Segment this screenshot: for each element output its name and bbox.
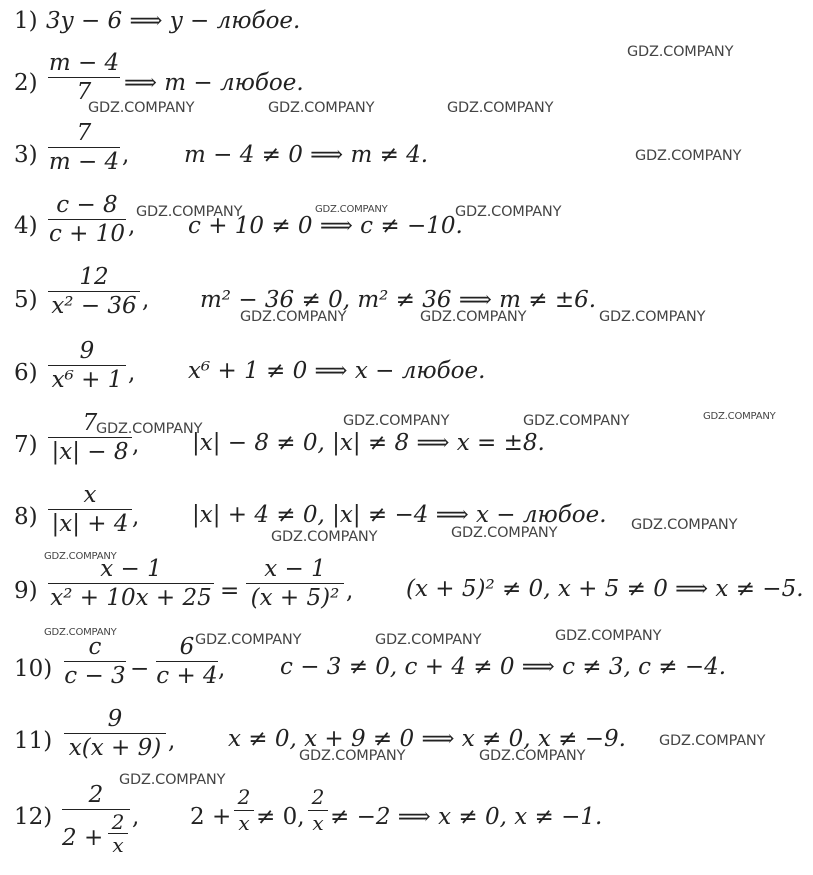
watermark: GDZ.COMPANY — [315, 204, 388, 215]
nested-fraction — [108, 811, 128, 856]
numerator: m − 4 — [48, 50, 120, 76]
watermark: GDZ.COMPANY — [479, 748, 586, 764]
fraction — [308, 786, 328, 835]
numerator: x − 1 — [100, 556, 162, 582]
nested-denominator: x — [112, 833, 124, 858]
fraction — [246, 556, 344, 612]
watermark: GDZ.COMPANY — [455, 204, 562, 220]
condition-term: ≠ −2 ⟹ x ≠ 0, x ≠ −1. — [330, 804, 603, 830]
problem-number: 3) — [14, 142, 38, 168]
watermark: GDZ.COMPANY — [343, 413, 450, 429]
numerator: 12 — [79, 264, 109, 290]
fraction — [234, 786, 254, 835]
numerator: x — [83, 482, 97, 508]
problem-number: 8) — [14, 504, 38, 530]
comma: , — [132, 504, 140, 530]
condition: x ≠ 0, x + 9 ≠ 0 ⟹ x ≠ 0, x ≠ −9. — [228, 726, 626, 752]
denominator: x(x + 9) — [68, 735, 162, 762]
denominator-term: 2 + — [62, 825, 104, 852]
minus-sign: − — [130, 656, 150, 682]
numerator: c — [88, 634, 102, 660]
numerator: 9 — [107, 706, 123, 732]
comma: , — [218, 656, 226, 682]
problem-number: 4) — [14, 213, 38, 239]
fraction — [64, 706, 166, 762]
numerator: x − 1 — [264, 556, 326, 582]
condition: |x| − 8 ≠ 0, |x| ≠ 8 ⟹ x = ±8. — [192, 430, 545, 456]
comma: , — [132, 432, 140, 458]
numerator: 7 — [82, 410, 98, 436]
fraction — [48, 264, 140, 320]
numerator: 2 — [88, 782, 104, 808]
fraction — [48, 120, 120, 176]
expression: 3y − 6 ⟹ y − любое. — [46, 8, 301, 34]
watermark: GDZ.COMPANY — [240, 309, 347, 325]
condition: m − 4 ≠ 0 ⟹ m ≠ 4. — [184, 142, 429, 168]
denominator: |x| + 4 — [51, 511, 129, 538]
denominator: m − 4 — [48, 149, 120, 176]
fraction — [48, 192, 126, 248]
watermark: GDZ.COMPANY — [44, 627, 117, 638]
watermark: GDZ.COMPANY — [523, 413, 630, 429]
problem-number: 5) — [14, 287, 38, 313]
condition: ⟹ m − любое. — [124, 70, 304, 96]
fraction — [64, 634, 126, 690]
watermark: GDZ.COMPANY — [635, 148, 742, 164]
fraction — [48, 482, 132, 538]
watermark: GDZ.COMPANY — [96, 421, 203, 437]
watermark: GDZ.COMPANY — [136, 204, 243, 220]
watermark: GDZ.COMPANY — [420, 309, 527, 325]
denominator: x — [238, 811, 250, 835]
problem-number: 2) — [14, 70, 38, 96]
condition: x⁶ + 1 ≠ 0 ⟹ x − любое. — [188, 358, 486, 384]
denominator: |x| − 8 — [51, 439, 129, 466]
nested-numerator: 2 — [111, 810, 125, 835]
condition: c − 3 ≠ 0, c + 4 ≠ 0 ⟹ c ≠ 3, c ≠ −4. — [280, 654, 727, 680]
watermark: GDZ.COMPANY — [195, 632, 302, 648]
numerator: 2 — [237, 785, 251, 809]
condition-term: 2 + — [190, 804, 232, 830]
condition: c + 10 ≠ 0 ⟹ c ≠ −10. — [188, 213, 463, 239]
comma: , — [128, 360, 136, 386]
watermark: GDZ.COMPANY — [119, 772, 226, 788]
watermark: GDZ.COMPANY — [88, 100, 195, 116]
watermark: GDZ.COMPANY — [555, 628, 662, 644]
watermark: GDZ.COMPANY — [451, 525, 558, 541]
denominator: x⁶ + 1 — [51, 367, 123, 394]
watermark: GDZ.COMPANY — [375, 632, 482, 648]
comma: , — [142, 287, 150, 313]
comma: , — [168, 728, 176, 754]
watermark: GDZ.COMPANY — [627, 44, 734, 60]
denominator: c + 4 — [156, 663, 218, 690]
denominator: 7 — [76, 79, 92, 106]
comma: , — [128, 213, 136, 239]
watermark: GDZ.COMPANY — [268, 100, 375, 116]
numerator: c − 8 — [56, 192, 118, 218]
denominator: x — [312, 811, 324, 835]
condition-term: ≠ 0, — [256, 804, 305, 830]
problem-number: 6) — [14, 360, 38, 386]
comma: , — [346, 578, 354, 604]
watermark: GDZ.COMPANY — [703, 411, 776, 422]
problem-number: 7) — [14, 432, 38, 458]
condition: (x + 5)² ≠ 0, x + 5 ≠ 0 ⟹ x ≠ −5. — [406, 576, 804, 602]
watermark: GDZ.COMPANY — [599, 309, 706, 325]
watermark: GDZ.COMPANY — [631, 517, 738, 533]
watermark: GDZ.COMPANY — [271, 529, 378, 545]
problem-number: 10) — [14, 656, 53, 682]
denominator: c + 10 — [48, 221, 126, 248]
condition: m² − 36 ≠ 0, m² ≠ 36 ⟹ m ≠ ±6. — [200, 287, 597, 313]
fraction — [48, 556, 214, 612]
condition: |x| + 4 ≠ 0, |x| ≠ −4 ⟹ x − любое. — [192, 502, 607, 528]
watermark: GDZ.COMPANY — [659, 733, 766, 749]
watermark: GDZ.COMPANY — [44, 551, 117, 562]
fraction — [48, 50, 120, 106]
fraction — [48, 338, 126, 394]
watermark: GDZ.COMPANY — [299, 748, 406, 764]
problem-number: 1) — [14, 8, 38, 34]
numerator: 9 — [79, 338, 95, 364]
problem-number: 11) — [14, 728, 53, 754]
problem-number: 12) — [14, 804, 53, 830]
numerator: 6 — [179, 634, 195, 660]
denominator — [62, 811, 130, 869]
denominator: (x + 5)² — [250, 585, 340, 612]
watermark: GDZ.COMPANY — [447, 100, 554, 116]
equals-sign: = — [220, 578, 240, 604]
comma: , — [122, 142, 130, 168]
denominator: x² − 36 — [51, 293, 137, 320]
denominator: x² + 10x + 25 — [50, 585, 212, 612]
numerator: 7 — [76, 120, 92, 146]
numerator: 2 — [311, 785, 325, 809]
fraction — [48, 410, 132, 466]
comma: , — [132, 804, 140, 830]
denominator: c − 3 — [64, 663, 126, 690]
fraction — [62, 782, 130, 869]
problem-number: 9) — [14, 578, 38, 604]
